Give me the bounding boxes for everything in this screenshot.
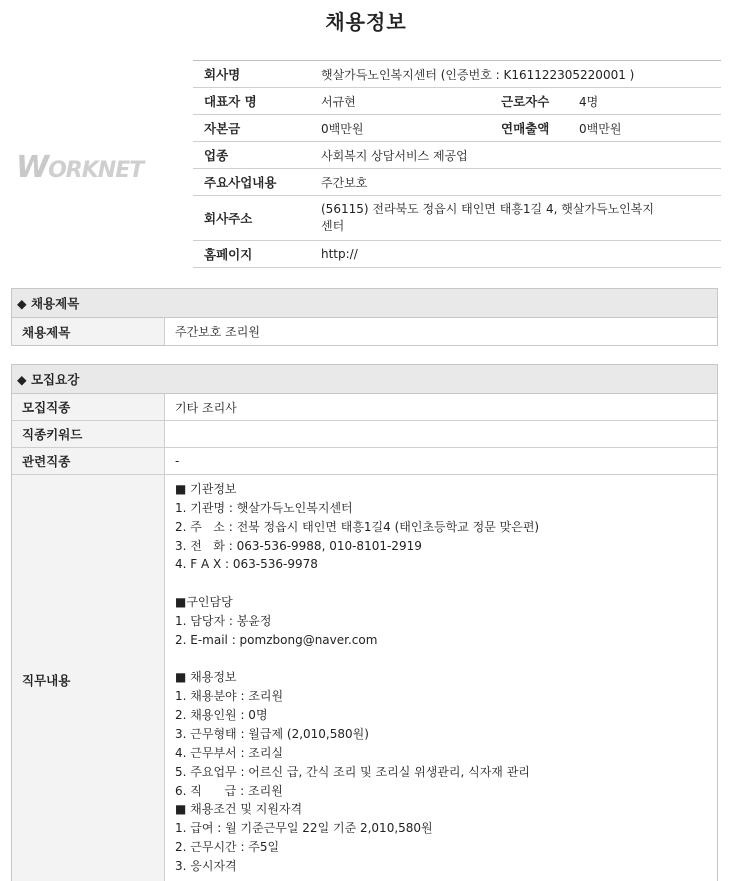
job-duty-row — [12, 475, 717, 881]
related-job-value: - — [175, 454, 180, 468]
recruit-section — [11, 364, 718, 881]
job-duty-line: ■ 채용정보 — [175, 670, 237, 685]
job-title-label: 채용제목 — [12, 318, 165, 345]
sales-value: 0백만원 — [579, 121, 622, 136]
job-category-row — [12, 394, 717, 421]
industry-row — [193, 142, 721, 169]
address-line-2: 센터 — [321, 219, 345, 233]
job-category-value: 기타 조리사 — [175, 400, 237, 415]
job-category-label: 모집직종 — [12, 394, 165, 420]
employees-label: 근로자수 — [501, 94, 550, 109]
company-name-row — [193, 61, 721, 88]
job-duty-line — [175, 650, 717, 669]
job-duty-line: 3. 근무형태 : 월급제 (2,010,580원) — [175, 726, 369, 741]
job-title-section-header: ◆ 채용제목 — [12, 289, 717, 318]
job-duty-line: 5. 주요업무 : 어르신 급, 간식 조리 및 조리실 위생관리, 식자재 관리 — [175, 764, 530, 779]
job-duty-line: 2. 주 소 : 전북 정읍시 태인면 태흥1길4 (태인초등학교 정문 맞은편) — [175, 519, 540, 534]
job-duty-line: 2. E-mail : pomzbong@naver.com — [175, 632, 378, 647]
ceo-value: 서규현 — [321, 94, 356, 109]
job-duty-line: 1. 채용분야 : 조리원 — [175, 689, 284, 704]
job-title-row — [12, 318, 717, 345]
ceo-row — [193, 88, 721, 115]
capital-value: 0백만원 — [321, 121, 364, 136]
job-keyword-row — [12, 421, 717, 448]
business-value: 주간보호 — [321, 175, 368, 190]
address-row — [193, 196, 721, 241]
job-duty-label: 직무내용 — [12, 475, 165, 881]
job-duty-line: ■구인담당 — [175, 595, 233, 610]
job-duty-line: 1. 담당자 : 봉윤정 — [175, 613, 272, 628]
business-label: 주요사업내용 — [204, 175, 277, 190]
job-title-value: 주간보호 조리원 — [175, 325, 260, 339]
sales-label: 연매출액 — [501, 121, 550, 136]
address-label: 회사주소 — [204, 211, 253, 226]
job-duty-line: ■ 기관정보 — [175, 482, 237, 496]
ceo-label: 대표자 명 — [204, 94, 257, 109]
capital-label: 자본금 — [204, 121, 241, 136]
page-title: 채용정보 — [325, 10, 407, 34]
employees-value: 4명 — [579, 94, 599, 109]
industry-label: 업종 — [204, 148, 229, 163]
logo-letter-w: W — [16, 150, 49, 185]
related-job-row — [12, 448, 717, 475]
address-value — [321, 201, 721, 235]
industry-value: 사회복지 상담서비스 제공업 — [321, 148, 468, 163]
address-line-1: (56115) 전라북도 정읍시 태인면 태흥1길 4, 햇살가득노인복지 — [321, 202, 654, 216]
related-job-label: 관련직종 — [12, 448, 165, 474]
job-duty-line: 2. 근무시간 : 주5일 — [175, 840, 280, 855]
job-keyword-value — [165, 421, 717, 447]
job-duty-line: 1. 기관명 : 햇살가득노인복지센터 — [175, 500, 353, 515]
company-name-value: 햇살가득노인복지센터 (인증번호 : K161122305220001 ) — [321, 67, 635, 82]
company-info-table — [193, 60, 721, 268]
job-duty-line: 1. 급여 : 월 기준근무일 22일 기준 2,010,580원 — [175, 821, 433, 836]
company-name-label: 회사명 — [204, 67, 241, 82]
business-row — [193, 169, 721, 196]
job-duty-line — [175, 574, 717, 593]
capital-row — [193, 115, 721, 142]
job-duty-line: 2. 채용인원 : 0명 — [175, 708, 268, 723]
job-duty-line: 4. F A X : 063-536-9978 — [175, 557, 318, 572]
job-duty-text — [165, 475, 717, 881]
job-duty-line: 3. 전 화 : 063-536-9988, 010-8101-2919 — [175, 538, 422, 553]
job-keyword-label: 직종키워드 — [12, 421, 165, 447]
job-duty-line: 6. 직 급 : 조리원 — [175, 783, 283, 798]
homepage-link[interactable]: http:// — [321, 247, 358, 261]
job-title-section — [11, 288, 718, 346]
recruit-section-header: ◆ 모집요강 — [12, 365, 717, 394]
job-duty-line: 4. 근무부서 : 조리실 — [175, 745, 284, 760]
job-duty-line: ■ 채용조건 및 지원자격 — [175, 802, 303, 817]
logo-text: ORKNET — [48, 158, 144, 183]
homepage-label: 홈페이지 — [204, 247, 253, 262]
job-duty-line: 3. 응시자격 — [175, 858, 237, 873]
homepage-row — [193, 241, 721, 268]
worknet-logo — [16, 150, 176, 190]
